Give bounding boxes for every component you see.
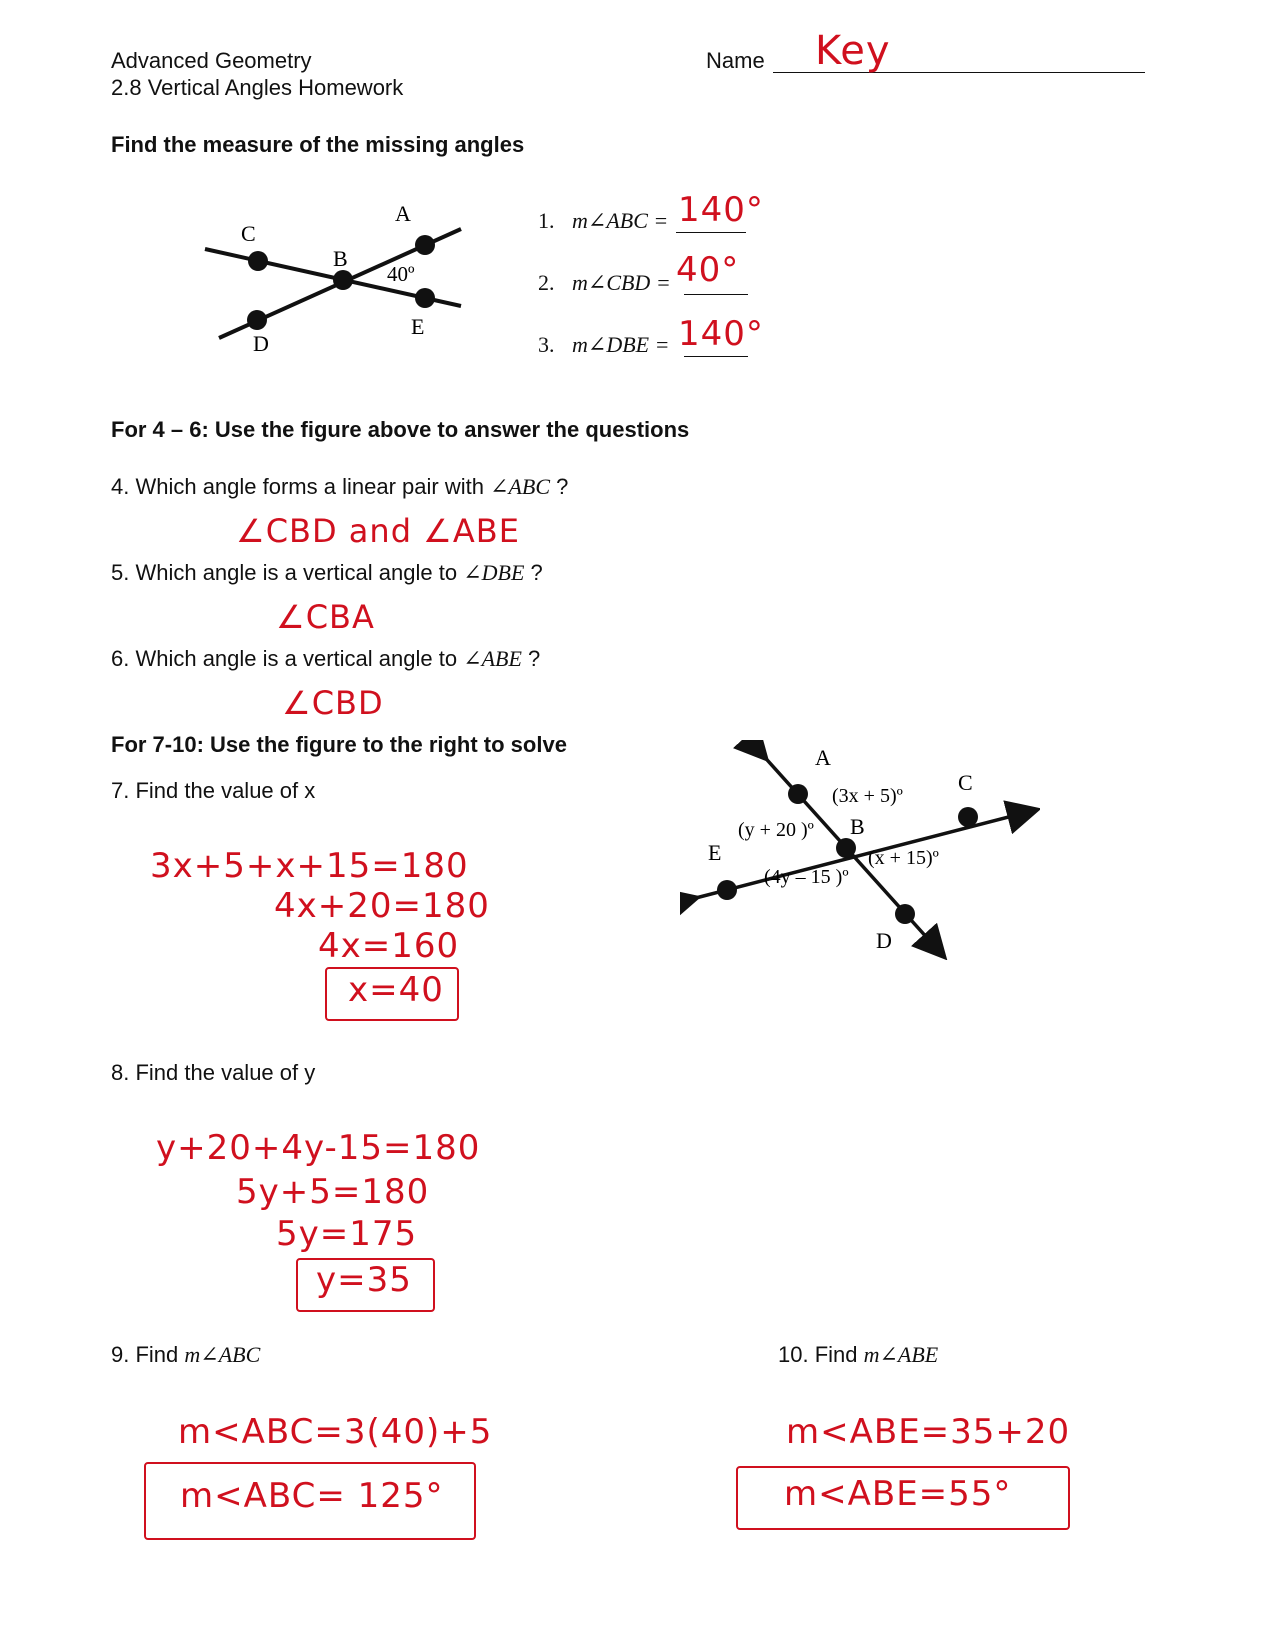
figure-2-intersecting-lines: [680, 740, 1040, 960]
point-b2: [836, 838, 856, 858]
q9-work: m<ABC=3(40)+5: [178, 1412, 493, 1452]
q1-number: 1.: [538, 208, 555, 233]
q2-number: 2.: [538, 270, 555, 295]
point-a: [415, 235, 435, 255]
q4-angle: ∠ABC: [490, 474, 551, 499]
q7-work-line-2: 4x+20=180: [274, 886, 490, 926]
point-d2: [895, 904, 915, 924]
label-a2: A: [815, 745, 831, 770]
q7-answer: x=40: [348, 970, 444, 1010]
point-c: [248, 251, 268, 271]
q10-answer: m<ABE=55°: [784, 1474, 1012, 1514]
q6-answer: ∠CBD: [282, 684, 384, 722]
label-b2: B: [850, 814, 865, 839]
label-b: B: [333, 246, 348, 271]
q4-end: ?: [550, 474, 569, 499]
q2-answer: 40°: [676, 250, 740, 290]
label-e: E: [411, 314, 425, 339]
q10-question: [778, 1342, 938, 1368]
q9-text: 9. Find: [111, 1342, 185, 1367]
angle-label-40: 40º: [387, 262, 415, 286]
point-a2: [788, 784, 808, 804]
point-b: [333, 270, 353, 290]
label-a: A: [395, 205, 411, 226]
q8-question: 8. Find the value of y: [111, 1060, 316, 1085]
q3-answer-line: [684, 356, 748, 357]
q4-text: 4. Which angle forms a linear pair with: [111, 474, 491, 499]
q10-angle: m∠ABE: [863, 1342, 939, 1367]
section1-heading: Find the measure of the missing angles: [111, 132, 525, 157]
point-e2: [717, 880, 737, 900]
section3-heading: For 7-10: Use the figure to the right to solve: [111, 732, 567, 757]
q2-expression: m∠CBD =: [572, 270, 671, 295]
q8-work-line-1: y+20+4y-15=180: [156, 1128, 481, 1168]
q6-angle: ∠ABE: [463, 646, 522, 671]
label-d: D: [253, 331, 269, 355]
q9-question: [111, 1342, 260, 1368]
q8-answer: y=35: [316, 1260, 412, 1300]
q5-question: [111, 560, 543, 586]
q6-end: ?: [521, 646, 541, 671]
q8-work-line-2: 5y+5=180: [236, 1172, 430, 1212]
label-d2: D: [876, 928, 892, 953]
q3-number: 3.: [538, 332, 555, 357]
q6-text: 6. Which angle is a vertical angle to: [111, 646, 464, 671]
course-title: Advanced Geometry: [111, 48, 312, 73]
q7-work-line-1: 3x+5+x+15=180: [150, 846, 469, 886]
q5-answer: ∠CBA: [276, 598, 375, 636]
angle-label-abc: (3x + 5)º: [832, 785, 903, 807]
q9-answer: m<ABC= 125°: [180, 1476, 444, 1516]
assignment-title: 2.8 Vertical Angles Homework: [111, 75, 404, 100]
q1-answer-line: [676, 232, 746, 233]
point-c2: [958, 807, 978, 827]
angle-label-cbd: (x + 15)º: [868, 847, 939, 869]
angle-label-abe: (y + 20 )º: [738, 819, 814, 841]
q8-work-line-3: 5y=175: [276, 1214, 418, 1254]
label-c2: C: [958, 770, 973, 795]
q10-text: 10. Find: [778, 1342, 864, 1367]
q9-angle: m∠ABC: [184, 1342, 261, 1367]
label-c: C: [241, 221, 256, 246]
name-value: Key: [815, 28, 891, 74]
q4-question: [111, 474, 568, 500]
point-d: [247, 310, 267, 330]
figure-1-intersecting-lines: [195, 205, 475, 355]
q5-angle: ∠DBE: [463, 560, 525, 585]
angle-label-dbe: (4y – 15 )º: [764, 866, 849, 888]
q7-work-line-3: 4x=160: [318, 926, 460, 966]
q4-answer: ∠CBD and ∠ABE: [236, 512, 520, 550]
q10-work: m<ABE=35+20: [786, 1412, 1071, 1452]
section2-heading: For 4 – 6: Use the figure above to answer the questions: [111, 417, 690, 442]
point-e: [415, 288, 435, 308]
q3-answer: 140°: [678, 314, 764, 354]
label-e2: E: [708, 840, 722, 865]
q5-text: 5. Which angle is a vertical angle to: [111, 560, 464, 585]
q1-answer: 140°: [678, 190, 764, 230]
q6-question: [111, 646, 540, 672]
q3-expression: m∠DBE =: [572, 332, 670, 357]
q1-expression: m∠ABC =: [572, 208, 669, 233]
q5-end: ?: [524, 560, 543, 585]
q2-answer-line: [684, 294, 748, 295]
name-label: Name: [706, 48, 765, 73]
q7-question: 7. Find the value of x: [111, 778, 316, 803]
